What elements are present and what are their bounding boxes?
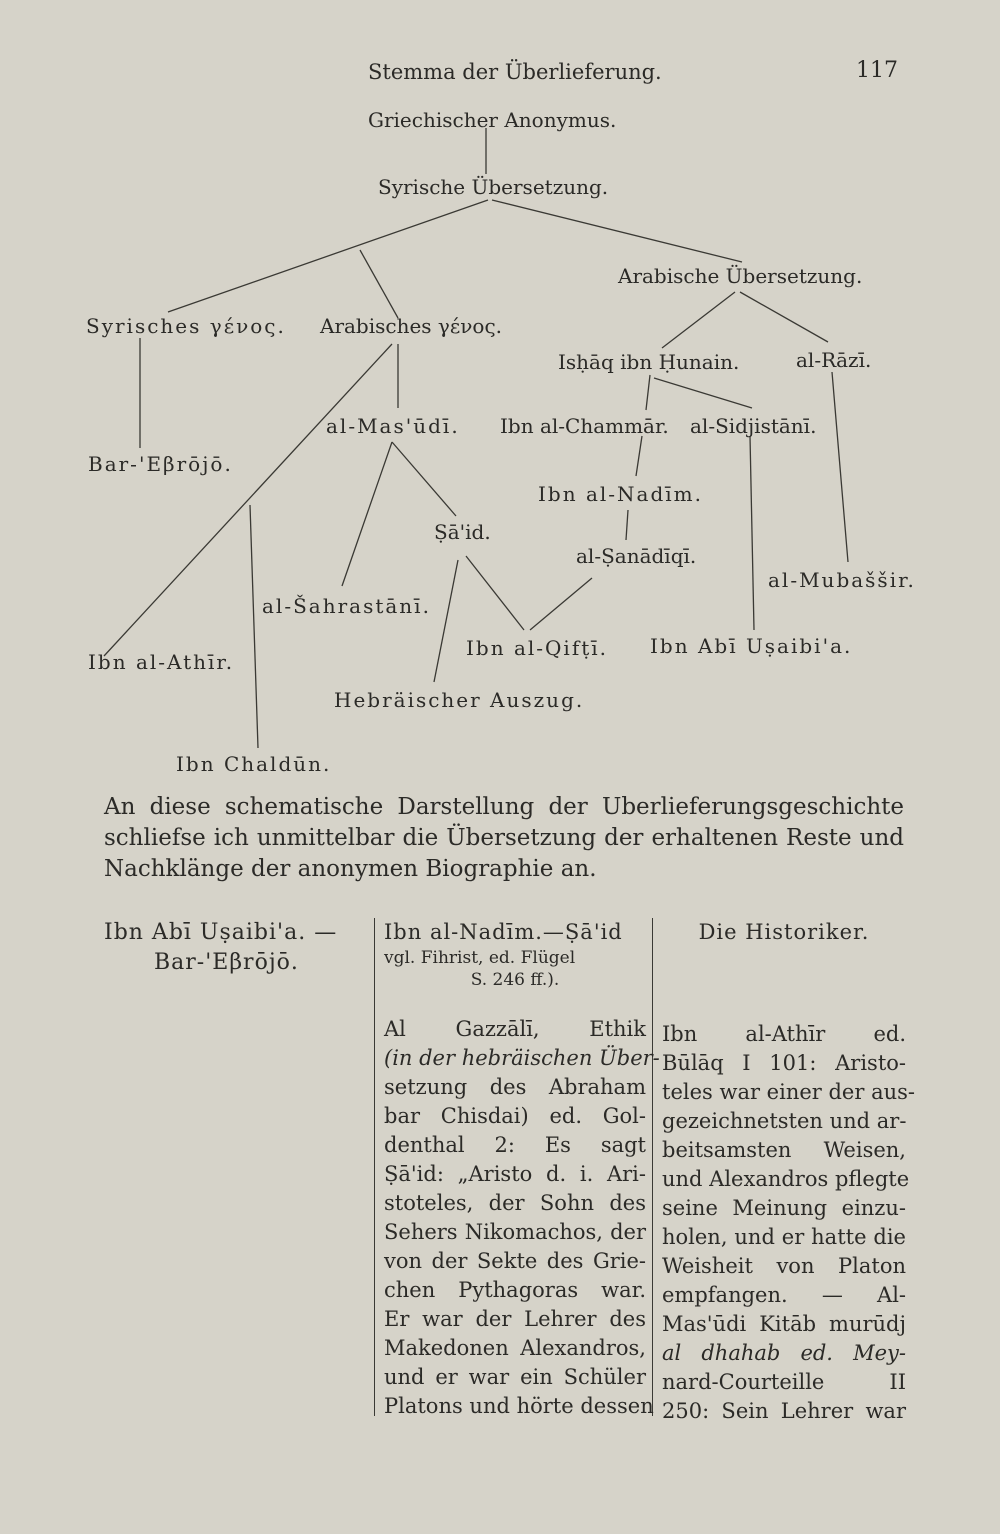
right-line: und Alexandros pflegte — [662, 1167, 910, 1191]
node-al-masudi: al-Mas'ūdī. — [326, 414, 460, 438]
right-line: Weisheit von Platon — [662, 1254, 906, 1278]
edge-ishaq-chammar — [646, 375, 650, 410]
edge-sidj-usaibia — [750, 436, 754, 630]
middle-ref-line2: S. 246 ff.). — [470, 970, 560, 990]
body-paragraph — [104, 792, 904, 885]
middle-line: chen Pythagoras war. — [384, 1278, 646, 1302]
middle-line: (in der hebräischen Über- — [384, 1046, 660, 1070]
node-ibn-al-nadim: Ibn al-Nadīm. — [538, 482, 703, 506]
right-line: 250: Sein Lehrer war — [662, 1399, 906, 1423]
paragraph-line: schliefse ich unmittelbar die Übersetzung der erhaltenen Reste und — [104, 825, 904, 851]
right-line: teles war einer der aus- — [662, 1080, 915, 1104]
node-al-mubassir: al-Mubaššir. — [768, 568, 916, 592]
edge-syr-arab — [492, 200, 742, 262]
middle-line: Ṣā'id: „Aristo d. i. Ari- — [384, 1162, 646, 1186]
paragraph-line: Nachklänge der anonymen Biographie an. — [104, 856, 597, 882]
right-line: beitsamsten Weisen, — [662, 1138, 906, 1162]
node-ibn-al-qifti: Ibn al-Qifṭī. — [466, 636, 609, 660]
edge-razi-mubassir — [832, 372, 848, 562]
edge-syr-syrgenos — [168, 200, 488, 312]
node-al-sidjistani: al-Sidjistānī. — [690, 414, 817, 438]
middle-line: Er war der Lehrer des — [384, 1307, 646, 1331]
middle-line: stoteles, der Sohn des — [384, 1191, 646, 1215]
page-number: 117 — [856, 58, 898, 83]
middle-line: Platons und hörte dessen — [384, 1394, 654, 1418]
middle-column — [384, 918, 660, 1421]
node-hebraeischer-auszug: Hebräischer Auszug. — [334, 688, 585, 712]
node-syrisches-genos: Syrisches γένος. — [86, 314, 286, 338]
node-ibn-al-athir: Ibn al-Athīr. — [88, 650, 235, 674]
paragraph-line: An diese schematische Darstellung der Uberlieferungsgeschichte — [104, 794, 904, 820]
middle-line: denthal 2: Es sagt — [384, 1133, 646, 1157]
edge-said-hebr — [434, 560, 458, 682]
node-ishaq-ibn-hunain: Isḥāq ibn Ḥunain. — [558, 350, 740, 374]
node-arabisches-genos: Arabisches γένος. — [320, 314, 503, 338]
edge-ishaq-sidjistani — [654, 378, 752, 408]
middle-heading: Ibn al-Nadīm.—Ṣā'id — [384, 920, 623, 944]
edge-said-qifti — [466, 556, 524, 630]
right-line: empfangen. — Al- — [662, 1283, 906, 1307]
node-arabische-uebersetzung: Arabische Übersetzung. — [618, 264, 863, 288]
edge-sanadiqi-qifti — [530, 578, 592, 630]
node-said: Ṣā'id. — [434, 520, 491, 544]
edge-masudi-sahrastani — [342, 442, 392, 586]
middle-line: Al Gazzālī, Ethik — [384, 1017, 646, 1041]
node-al-sanadiqi: al-Ṣanādīqī. — [576, 544, 697, 568]
node-ibn-chaldun: Ibn Chaldūn. — [176, 752, 332, 776]
edge-chaldun — [250, 505, 258, 748]
right-line: gezeichnetsten und ar- — [662, 1109, 907, 1133]
column-rule-right — [652, 918, 653, 1416]
right-line: al dhahab ed. Mey- — [662, 1341, 906, 1365]
node-al-sahrastani: al-Šahrastānī. — [262, 594, 431, 618]
middle-line: und er war ein Schüler — [384, 1365, 646, 1389]
node-bar-ebrojo: Bar-'Eβrōjō. — [88, 452, 233, 476]
right-heading: Die Historiker. — [698, 920, 870, 944]
edge-syr-arabgenos — [360, 250, 398, 318]
right-line: Ibn al-Athīr ed. — [662, 1022, 906, 1046]
right-line: Būlāq I 101: Aristo- — [662, 1051, 906, 1075]
middle-line: Makedonen Alexandros, — [384, 1336, 646, 1360]
node-ibn-abi-usaibia: Ibn Abī Uṣaibi'a. — [650, 634, 853, 658]
node-griechischer-anonymus: Griechischer Anonymus. — [368, 108, 617, 132]
column-rule-left — [374, 918, 375, 1416]
edge-nadim-sanadiqi — [626, 510, 628, 540]
right-line: holen, und er hatte die — [662, 1225, 906, 1249]
left-column — [104, 918, 364, 978]
right-line: Mas'ūdi Kitāb murūdj — [662, 1312, 906, 1336]
node-syrische-uebersetzung: Syrische Übersetzung. — [378, 175, 609, 199]
left-heading-line1: Ibn Abī Uṣaibi'a. — — [104, 920, 338, 945]
middle-line: bar Chisdai) ed. Gol- — [384, 1104, 646, 1128]
node-ibn-al-chammar: Ibn al-Chammār. — [500, 414, 669, 438]
right-line: seine Meinung einzu- — [662, 1196, 906, 1220]
middle-line: von der Sekte des Grie- — [384, 1249, 646, 1273]
edge-chammar-nadim — [636, 436, 642, 476]
edge-masudi-said — [392, 442, 456, 516]
middle-line: setzung des Abraham — [384, 1075, 646, 1099]
node-al-razi: al-Rāzī. — [796, 348, 872, 372]
right-line: nard-Courteille II — [662, 1370, 906, 1394]
edge-arab-ishaq — [662, 292, 735, 348]
middle-line: Sehers Nikomachos, der — [384, 1220, 646, 1244]
right-column — [662, 918, 915, 1426]
left-heading-line2: Bar-'Eβrōjō. — [154, 950, 299, 975]
edge-arab-razi — [740, 292, 828, 342]
middle-ref-line1: vgl. Fihrist, ed. Flügel — [384, 948, 576, 968]
running-title: Stemma der Überlieferung. — [368, 60, 662, 84]
